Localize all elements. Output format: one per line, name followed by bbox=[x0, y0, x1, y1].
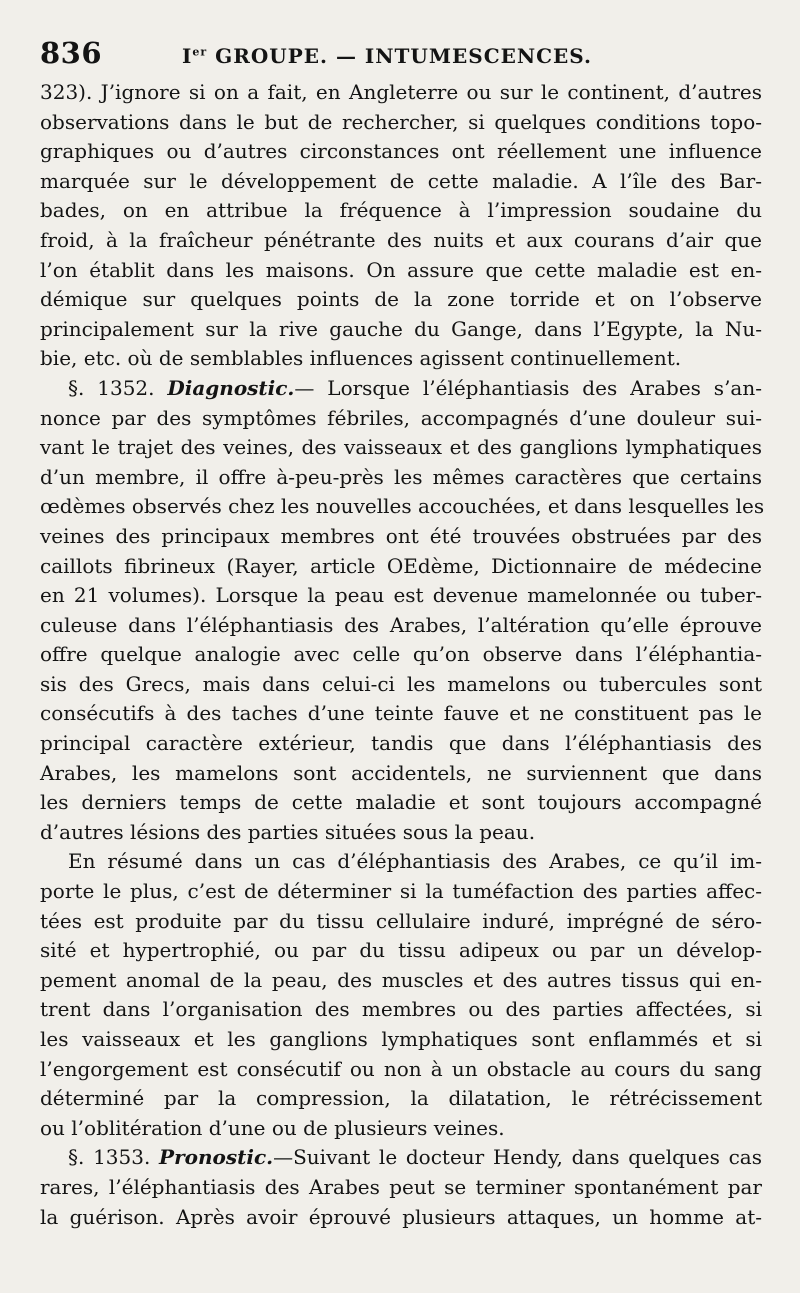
text-line: la guérison. Après avoir éprouvé plusieurs attaques, un homme at- bbox=[40, 1204, 762, 1229]
group-numeral: I bbox=[182, 44, 193, 68]
text-line: bie, etc. où de semblables influences agissent continuellement. bbox=[40, 346, 682, 371]
text-line: sité et hypertrophié, ou par du tissu adipeux ou par un dévelop- bbox=[40, 938, 762, 963]
paragraph-resume bbox=[40, 847, 762, 1143]
text-line: bades, on en attribue la fréquence à l’impression soudaine du bbox=[40, 198, 762, 223]
text-line: démique sur quelques points de la zone torride et on l’observe bbox=[40, 287, 762, 312]
text-line: ou l’oblitération d’une ou de plusieurs veines. bbox=[40, 1115, 505, 1140]
section-number: §. 1352. bbox=[68, 375, 155, 400]
text-line: vant le trajet des veines, des vaisseaux et des ganglions lymphatiques bbox=[40, 435, 762, 460]
page-number: 836 bbox=[40, 36, 103, 70]
paragraph-pronostic bbox=[40, 1143, 762, 1232]
section-title: Pronostic. bbox=[159, 1145, 274, 1170]
text-line: En résumé dans un cas d’éléphantiasis des Arabes, ce qu’il im- bbox=[68, 849, 762, 874]
text-line: caillots fibrineux (Rayer, article OEdème, Dictionnaire de médecine bbox=[40, 553, 762, 578]
text-line: rares, l’éléphantiasis des Arabes peut se terminer spontanément par bbox=[40, 1174, 762, 1199]
paragraph-diagnostic bbox=[40, 374, 765, 848]
text-line: d’autres lésions des parties situées sous la peau. bbox=[40, 819, 536, 844]
section-title: Diagnostic. bbox=[167, 375, 295, 400]
text-line: les derniers temps de cette maladie et sont toujours accompagné bbox=[40, 790, 762, 815]
text-line: 323). J’ignore si on a fait, en Angleterre ou sur le continent, d’autres bbox=[40, 80, 762, 104]
text-line: sis des Grecs, mais dans celui-ci les mamelons ou tubercules sont bbox=[40, 671, 762, 696]
paragraph-continuation bbox=[40, 78, 762, 374]
running-header bbox=[40, 36, 762, 76]
text-line: observations dans le but de rechercher, si quelques conditions topo- bbox=[40, 109, 762, 134]
group-superscript: er bbox=[192, 45, 208, 59]
text-line: principalement sur la rive gauche du Gange, dans l’Egypte, la Nu- bbox=[40, 316, 762, 341]
section-number: §. 1353. bbox=[68, 1145, 151, 1170]
text-line: pement anomal de la peau, des muscles et des autres tissus qui en- bbox=[40, 967, 762, 992]
text-line: les vaisseaux et les ganglions lymphatiques sont enflammés et si bbox=[40, 1027, 762, 1051]
text-line: tées est produite par du tissu cellulaire induré, imprégné de séro- bbox=[40, 908, 762, 933]
text-line: l’engorgement est consécutif ou non à un obstacle au cours du sang bbox=[40, 1056, 762, 1081]
text-line: culeuse dans l’éléphantiasis des Arabes, l’altération qu’elle éprouve bbox=[40, 612, 762, 637]
text-line: graphiques ou d’autres circonstances ont réellement une influence bbox=[40, 139, 762, 164]
text-line: déterminé par la compression, la dilatation, le rétrécissement bbox=[40, 1086, 762, 1111]
text-run: —Suivant le docteur Hendy, dans quelques cas bbox=[273, 1145, 762, 1170]
text-line: Arabes, les mamelons sont accidentels, ne surviennent que dans bbox=[40, 760, 762, 785]
text-line: veines des principaux membres ont été trouvées obstruées par des bbox=[40, 523, 762, 548]
running-head-title bbox=[182, 44, 592, 68]
text-line: offre quelque analogie avec celle qu’on observe dans l’éléphantia- bbox=[40, 642, 762, 667]
text-line bbox=[40, 1143, 762, 1173]
text-line: œdèmes observés chez les nouvelles accouchées, et dans lesquelles les bbox=[40, 494, 765, 519]
text-line: d’un membre, il offre à-peu-près les mêmes caractères que certains bbox=[40, 464, 762, 489]
text-line bbox=[40, 374, 762, 404]
text-line: l’on établit dans les maisons. On assure que cette maladie est en- bbox=[40, 257, 762, 282]
body-text bbox=[40, 78, 765, 1232]
text-line: porte le plus, c’est de déterminer si la tuméfaction des parties affec- bbox=[40, 879, 762, 904]
text-line: froid, à la fraîcheur pénétrante des nuits et aux courans d’air que bbox=[40, 227, 762, 252]
text-line: nonce par des symptômes fébriles, accompagnés d’une douleur sui- bbox=[40, 405, 762, 430]
text-line: marquée sur le développement de cette maladie. A l’île des Bar- bbox=[40, 168, 762, 193]
text-line: trent dans l’organisation des membres ou des parties affectées, si bbox=[40, 997, 762, 1022]
chapter-title: GROUPE. — INTUMESCENCES. bbox=[207, 44, 592, 68]
text-run: — Lorsque l’éléphantiasis des Arabes s’an- bbox=[294, 375, 762, 400]
text-line: en 21 volumes). Lorsque la peau est devenue mamelonnée ou tuber- bbox=[40, 583, 762, 608]
text-line: consécutifs à des taches d’une teinte fauve et ne constituent pas le bbox=[40, 701, 762, 726]
text-line: principal caractère extérieur, tandis que dans l’éléphantiasis des bbox=[40, 731, 762, 756]
